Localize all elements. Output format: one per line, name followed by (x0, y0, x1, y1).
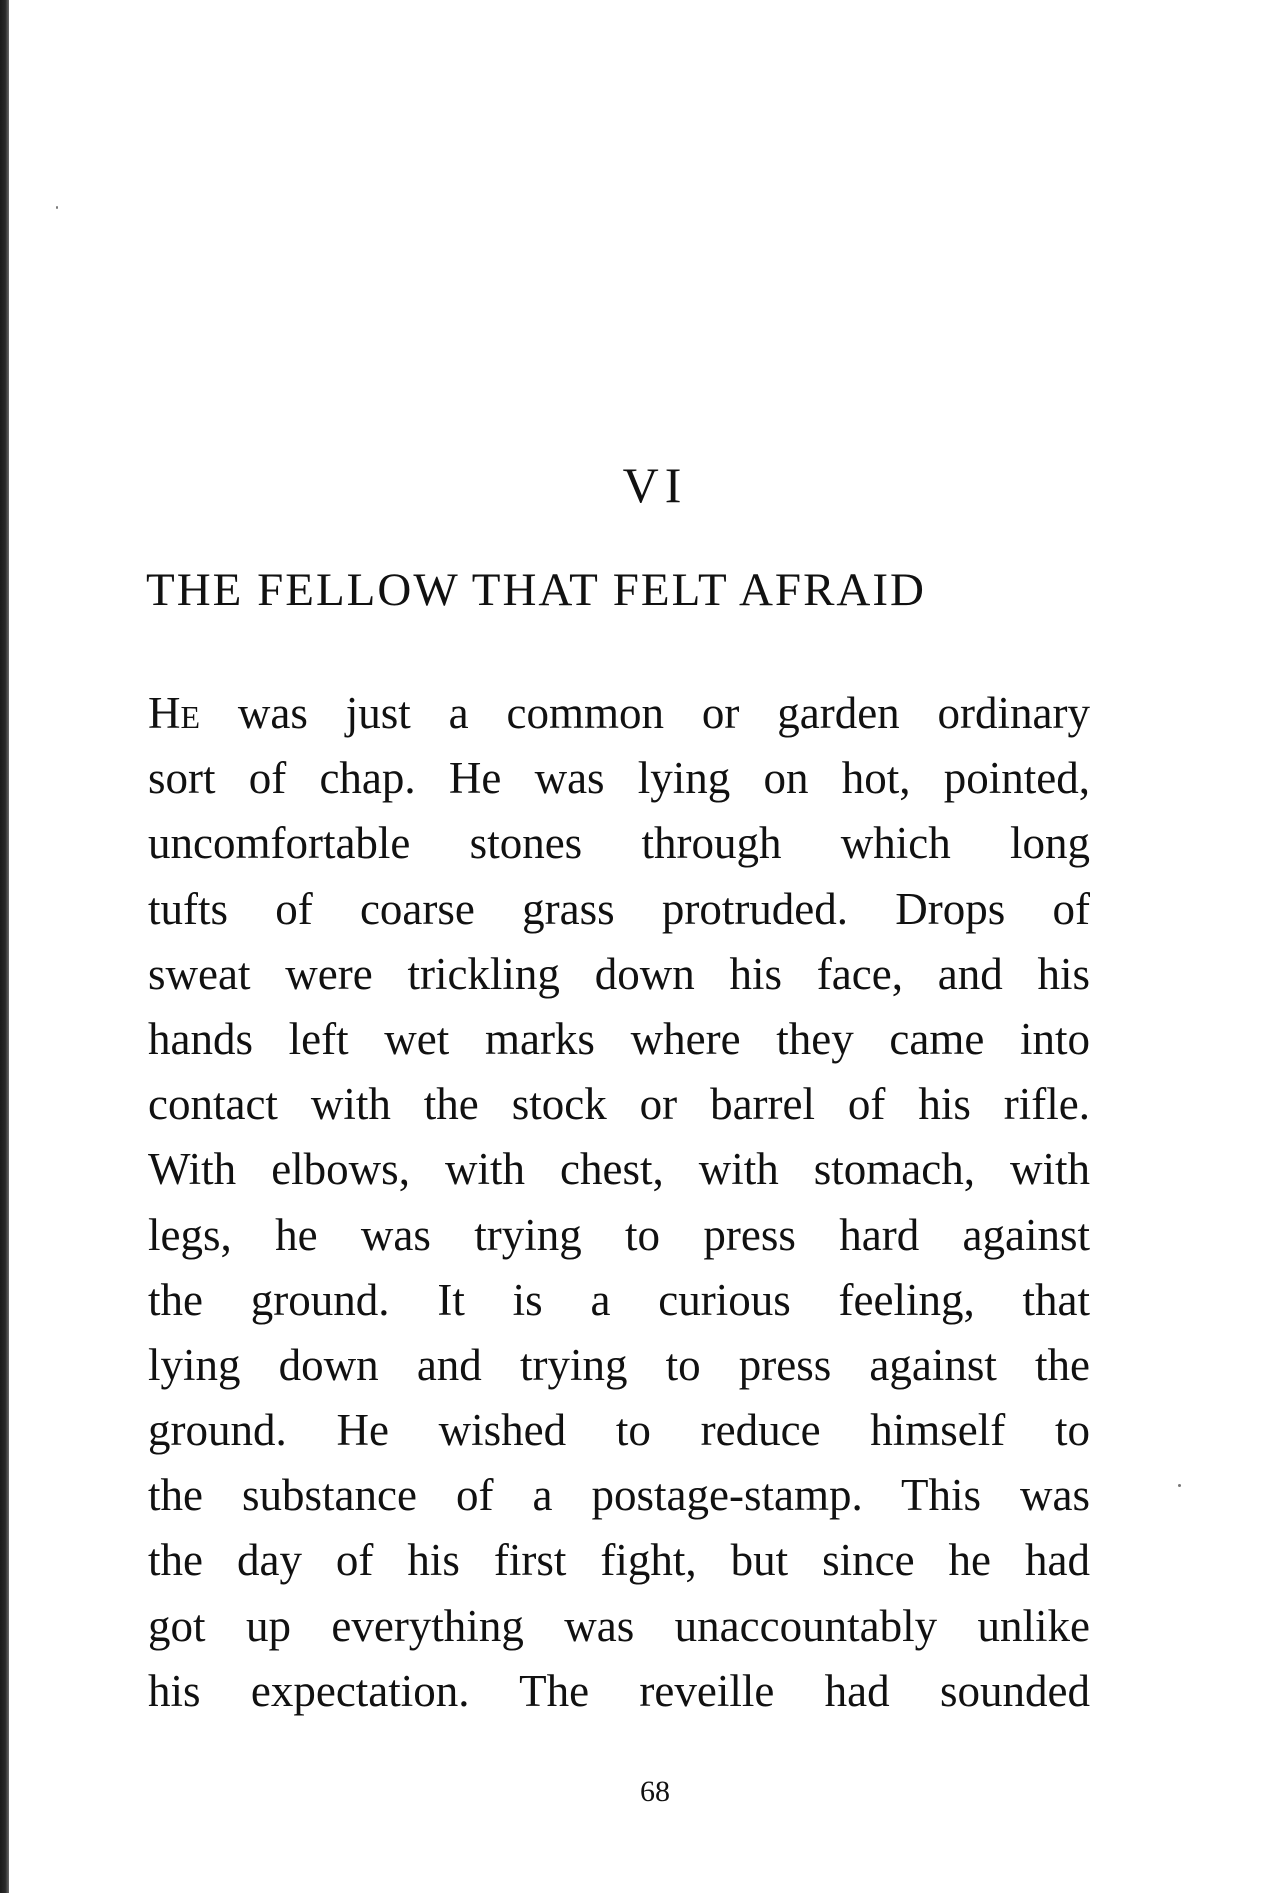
text-line-4: tufts of coarse grass protruded. Drops of (148, 883, 1090, 934)
scan-speck (56, 206, 58, 209)
scan-speck (1178, 1484, 1181, 1487)
page-number: 68 (640, 1775, 670, 1808)
chapter-number: VI (622, 457, 688, 513)
text-line-12: ground. He wished to reduce himself to (148, 1405, 1090, 1456)
text-line-5: sweat were trickling down his face, and his (148, 948, 1090, 999)
text-line-11: lying down and trying to press against the (148, 1339, 1090, 1390)
text-line-10: the ground. It is a curious feeling, that (148, 1274, 1090, 1325)
text-line-1 (148, 681, 1090, 746)
text-line-3: uncomfortable stones through which long (148, 818, 1090, 869)
text-line-8: With elbows, with chest, with stomach, with (148, 1144, 1090, 1195)
text-line-16: his expectation. The reveille had sounded (148, 1665, 1090, 1716)
text-line-15: got up everything was unaccountably unlike (148, 1600, 1090, 1651)
text-line-1-rest: was just a common or garden ordinary (200, 688, 1090, 738)
text-line-7: contact with the stock or barrel of his rifle. (148, 1079, 1090, 1130)
page-binding-edge (0, 0, 9, 1893)
chapter-body-text (148, 681, 1090, 1724)
text-line-13: the substance of a postage-stamp. This was (148, 1470, 1090, 1521)
text-line-6: hands left wet marks where they came into (148, 1013, 1090, 1064)
text-line-9: legs, he was trying to press hard against (148, 1209, 1090, 1260)
text-lead-word: He (148, 688, 201, 738)
text-line-14: the day of his first fight, but since he had (148, 1535, 1090, 1586)
text-line-2: sort of chap. He was lying on hot, pointed, (148, 753, 1090, 804)
chapter-title: THE FELLOW THAT FELT AFRAID (146, 564, 926, 616)
